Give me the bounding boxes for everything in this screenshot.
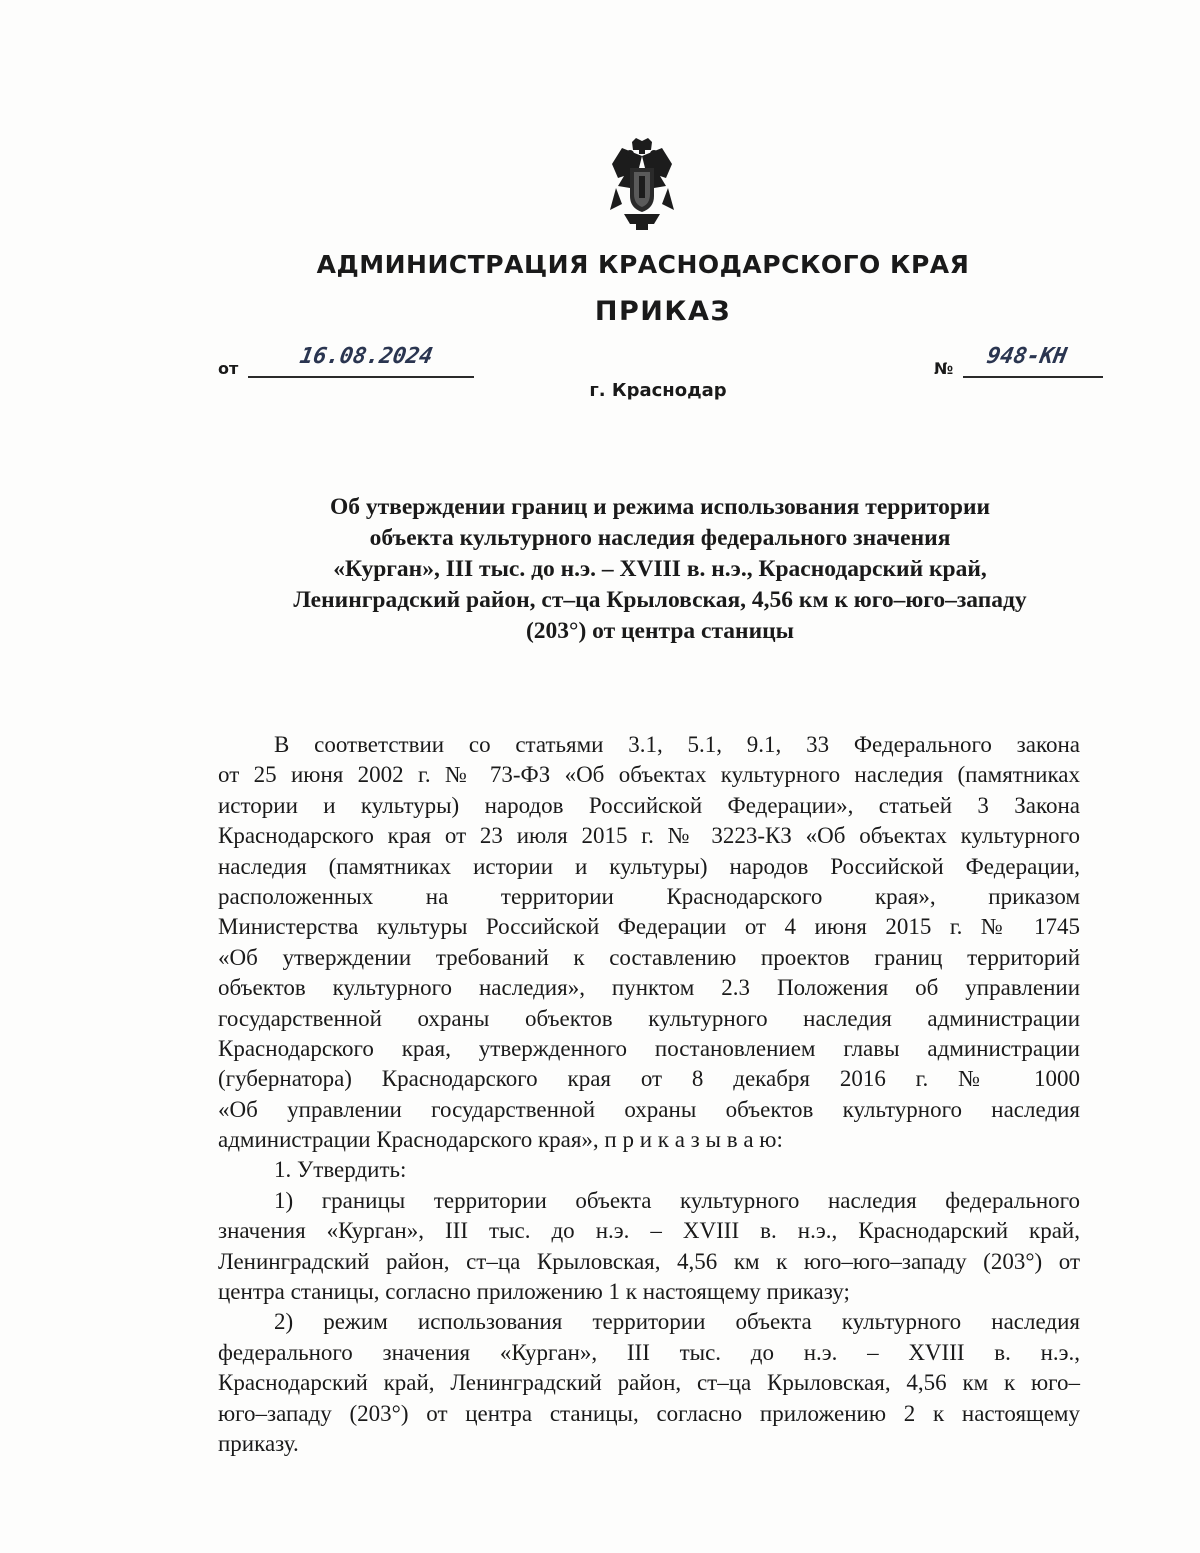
body-line: администрации Краснодарского края», п р и к а з ы в а ю: — [218, 1127, 783, 1153]
organization-title: АДМИНИСТРАЦИЯ КРАСНОДАРСКОГО КРАЯ — [316, 250, 970, 279]
subject-line: Об утверждении границ и режима использования территории — [329, 494, 991, 520]
body-line: Краснодарский край, Ленинградский район, ст–ца Крыловская, 4,56 км к юго– — [218, 1370, 1080, 1396]
body-line: объектов культурного наследия», пунктом 2.3 Положения об управлении — [218, 975, 1080, 1001]
subject-line: (203°) от центра станицы — [525, 618, 795, 644]
body-line: расположенных на территории Краснодарского края», приказом — [218, 883, 1080, 909]
body-line: 1) границы территории объекта культурного наследия федерального — [274, 1187, 1080, 1213]
body-line: государственной охраны объектов культурного наследия администрации — [218, 1005, 1080, 1031]
body-line: центра станицы, согласно приложению 1 к настоящему приказу; — [218, 1279, 850, 1305]
body-line: от 25 июня 2002 г. № 73-ФЗ «Об объектах культурного наследия (памятниках — [218, 762, 1080, 788]
city-label: г. Краснодар — [589, 380, 727, 401]
body-line: истории и культуры) народов Российской Федерации», статьей 3 Закона — [218, 792, 1080, 818]
body-line: Министерства культуры Российской Федерации от 4 июня 2015 г. № 1745 — [218, 914, 1080, 940]
number-value: 948-КН — [984, 344, 1069, 369]
clause-heading: 1. Утвердить: — [274, 1157, 407, 1183]
subject-line: Ленинградский район, ст–ца Крыловская, 4,56 км к юго–юго–западу — [293, 587, 1027, 613]
coat-of-arms-icon — [608, 138, 676, 230]
date-field — [218, 344, 474, 378]
body-line: наследия (памятниках истории и культуры) народов Российской Федерации, — [218, 853, 1080, 879]
body-line: значения «Курган», III тыс. до н.э. – XVIII в. н.э., Краснодарский край, — [218, 1218, 1080, 1244]
document-kind: ПРИКАЗ — [594, 296, 732, 327]
body-line: Ленинградский район, ст–ца Крыловская, 4,56 км к юго–юго–западу (203°) от — [218, 1248, 1080, 1274]
document-body — [218, 730, 1080, 1459]
body-line: (губернатора) Краснодарского края от 8 декабря 2016 г. № 1000 — [218, 1066, 1080, 1092]
number-field — [934, 344, 1103, 378]
number-underline — [963, 344, 1103, 378]
body-line: Краснодарского края, утвержденного постановлением главы администрации — [218, 1035, 1080, 1061]
date-value: 16.08.2024 — [297, 344, 435, 369]
body-line: приказу. — [218, 1430, 299, 1456]
body-line: В соответствии со статьями 3.1, 5.1, 9.1, 33 Федерального закона — [274, 732, 1080, 757]
number-prefix: № — [934, 359, 954, 378]
body-line: Краснодарского края от 23 июля 2015 г. № 3223-КЗ «Об объектах культурного — [218, 823, 1080, 849]
body-line: федерального значения «Курган», III тыс. до н.э. – XVIII в. н.э., — [218, 1339, 1080, 1365]
date-prefix: от — [218, 359, 239, 378]
body-line: 2) режим использования территории объекта культурного наследия — [274, 1309, 1080, 1335]
date-underline — [248, 344, 474, 378]
body-line: юго–западу (203°) от центра станицы, согласно приложению 2 к настоящему — [218, 1400, 1080, 1426]
subject-line: объекта культурного наследия федерального значения — [369, 525, 951, 551]
body-line: «Об утверждении требований к составлению проектов границ территорий — [218, 944, 1080, 970]
document-subject — [180, 492, 1140, 647]
body-line: «Об управлении государственной охраны объектов культурного наследия — [218, 1096, 1080, 1122]
subject-line: «Курган», III тыс. до н.э. – XVIII в. н.э., Краснодарский край, — [333, 556, 987, 582]
